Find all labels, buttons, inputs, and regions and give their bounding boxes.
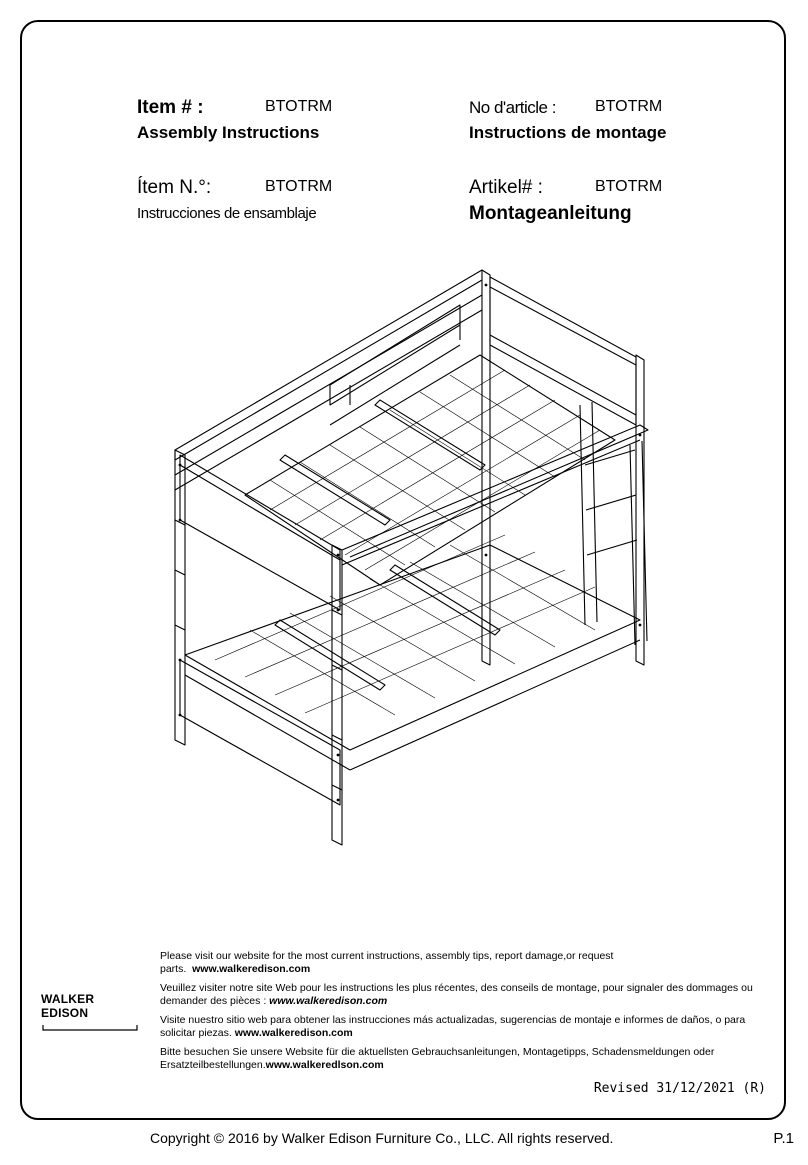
title-fr: Instructions de montage <box>469 123 667 142</box>
item-code-en: BTOTRM <box>265 98 333 115</box>
website-notes <box>160 950 766 1078</box>
note-de <box>160 1046 766 1072</box>
logo-underline-icon <box>41 1025 141 1033</box>
revision-date: Revised 31/12/2021 (R) <box>593 1081 766 1096</box>
note-es-text: Visite nuestro sitio web para obtener las instrucciones más actualizadas, sugerencias de montaje e informes de daños, o para solicitar piezas. <box>160 1014 746 1039</box>
item-label-en: Item # : <box>137 97 204 118</box>
item-code-de: BTOTRM <box>595 178 663 195</box>
item-label-es: Ítem N.°: <box>137 177 212 198</box>
title-de: Montageanleitung <box>469 203 632 224</box>
logo-text: WALKER EDISON <box>41 992 95 1020</box>
note-de-text: Bitte besuchen Sie unsere Website für die aktuellsten Gebrauchsanleitungen, Montagetipps, Schadensmeldungen oder Ersatzteilbestellungen. <box>160 1046 715 1071</box>
website-link-en[interactable]: www.walkeredison.com <box>192 963 311 975</box>
item-label-fr: No d'article : <box>469 98 556 117</box>
walker-edison-logo <box>41 992 141 1020</box>
item-code-fr: BTOTRM <box>595 98 663 115</box>
item-label-de: Artikel# : <box>469 177 543 198</box>
note-fr-text: Veuillez visiter notre site Web pour les instructions les plus récentes, des conseils de montage, pour signaler des dommages ou demander des pièces : <box>160 982 753 1007</box>
note-es <box>160 1014 766 1040</box>
bunk-bed-icon <box>160 265 660 850</box>
item-code-es: BTOTRM <box>265 178 333 195</box>
page-number: P.1 <box>773 1130 794 1147</box>
website-link-es[interactable]: www.walkeredison.com <box>234 1027 353 1039</box>
title-es: Instrucciones de ensamblaje <box>137 205 317 222</box>
note-en <box>160 950 766 976</box>
title-en: Assembly Instructions <box>137 123 320 142</box>
note-en-text: Please visit our website for the most current instructions, assembly tips, report damage,or request parts. <box>160 950 614 975</box>
copyright-notice: Copyright © 2016 by Walker Edison Furniture Co., LLC. All rights reserved. <box>150 1130 614 1146</box>
website-link-de[interactable]: www.walkeredlson.com <box>265 1059 384 1071</box>
note-fr <box>160 982 766 1008</box>
website-link-fr[interactable]: www.walkeredison.com <box>269 995 388 1007</box>
